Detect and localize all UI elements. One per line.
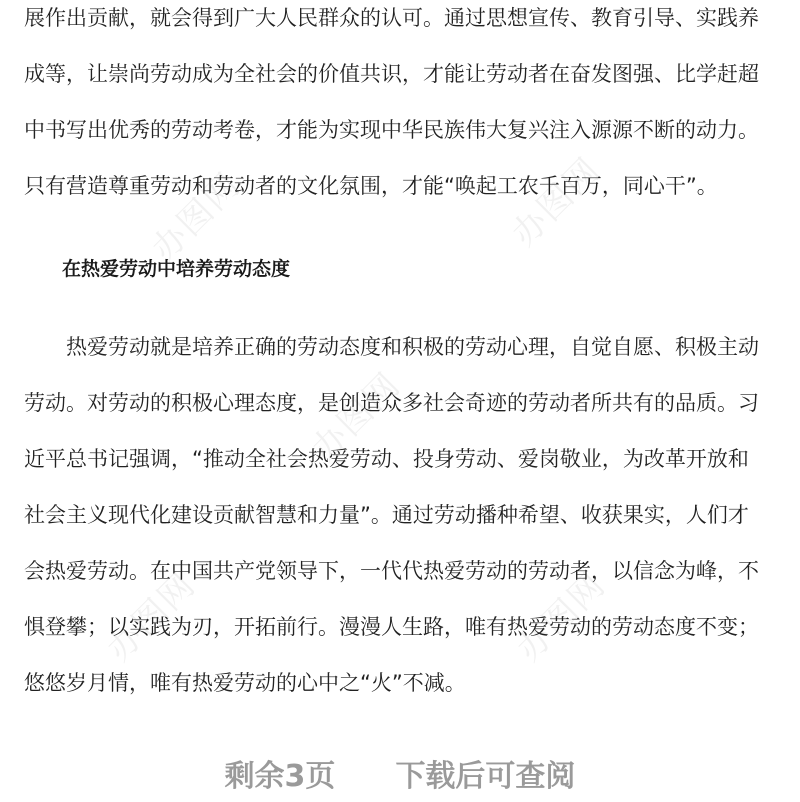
watermark: 办图网 [304, 364, 409, 470]
paragraph-line: 社会主义现代化建设贡献智慧和力量”。通过劳动播种希望、收获果实，人们才 [24, 503, 749, 527]
watermark: 办图网 [509, 564, 614, 670]
paragraph-line: 惧登攀；以实践为刃，开拓前行。漫漫人生路，唯有热爱劳动的劳动态度不变； [24, 615, 759, 639]
watermark: 办图网 [144, 164, 249, 270]
download-to-read-label[interactable]: 下载后可查阅 [395, 759, 576, 794]
paragraph-line: 悠悠岁月情，唯有热爱劳动的心中之“火”不减。 [24, 671, 466, 695]
watermark: 办图网 [504, 149, 609, 255]
paragraph-line: 近平总书记强调，“推动全社会热爱劳动、投身劳动、爱岗敬业，为改革开放和 [24, 447, 749, 471]
watermark: 办图网 [99, 564, 204, 670]
remaining-pages-label[interactable]: 剩余3页 [224, 759, 336, 794]
paragraph-line: 劳动。对劳动的积极心理态度，是创造众多社会奇迹的劳动者所共有的品质。习 [24, 391, 759, 415]
section-heading: 在热爱劳动中培养劳动态度 [62, 258, 291, 280]
paragraph-line: 中书写出优秀的劳动考卷，才能为实现中华民族伟大复兴注入源源不断的动力。 [24, 118, 759, 142]
paragraph-line: 成等，让崇尚劳动成为全社会的价值共识，才能让劳动者在奋发图强、比学赶超 [24, 62, 759, 86]
paragraph-line: 展作出贡献，就会得到广大人民群众的认可。通过思想宣传、教育引导、实践养 [24, 6, 759, 30]
download-prompt[interactable] [0, 752, 800, 802]
paragraph-line: 只有营造尊重劳动和劳动者的文化氛围，才能“唤起工农千百万，同心干”。 [24, 174, 718, 198]
paragraph-line: 热爱劳动就是培养正确的劳动态度和积极的劳动心理，自觉自愿、积极主动 [66, 335, 759, 359]
paragraph-line: 会热爱劳动。在中国共产党领导下，一代代热爱劳动的劳动者，以信念为峰，不 [24, 559, 759, 583]
